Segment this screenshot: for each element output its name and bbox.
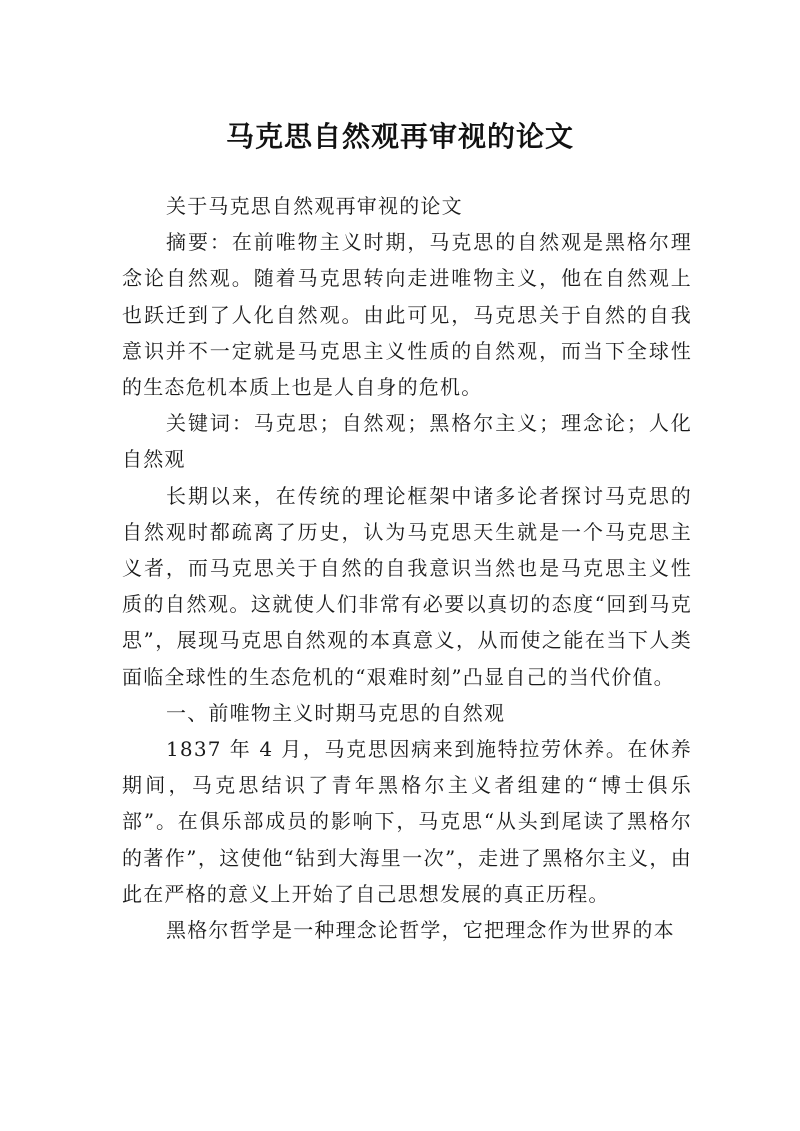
- paragraph-keywords: 关键词：马克思；自然观；黑格尔主义；理念论；人化自然观: [122, 411, 692, 472]
- paragraph-body: 1837 年 4 月，马克思因病来到施特拉劳休养。在休养期间，马克思结识了青年黑格尔主义者组建的“博士俱乐部”。在俱乐部成员的影响下，马克思“从头到尾读了黑格尔的著作”，这使他“钻到大海里一次”，走进了黑格尔主义，由此在严格的意义上开始了自己思想发展的真正历程。: [122, 737, 692, 906]
- document-body: [122, 188, 692, 948]
- paragraph-body: 黑格尔哲学是一种理念论哲学，它把理念作为世界的本: [166, 918, 675, 943]
- paragraph-introduction: 长期以来，在传统的理论框架中诸多论者探讨马克思的自然观时都疏离了历史，认为马克思天生就是一个马克思主义者，而马克思关于自然的自我意识当然也是马克思主义性质的自然观。这就使人们非常有必要以真切的态度“回到马克思”，展现马克思自然观的本真意义，从而使之能在当下人类面临全球性的生态危机的“艰难时刻”凸显自己的当代价值。: [122, 483, 692, 689]
- section-heading: 一、前唯物主义时期马克思的自然观: [166, 700, 506, 725]
- paragraph-abstract: 摘要：在前唯物主义时期，马克思的自然观是黑格尔理念论自然观。随着马克思转向走进唯物主义，他在自然观上也跃迁到了人化自然观。由此可见，马克思关于自然的自我意识并不一定就是马克思主义性质的自然观，而当下全球性的生态危机本质上也是人自身的危机。: [122, 230, 692, 400]
- document-title: 马克思自然观再审视的论文: [225, 119, 574, 153]
- paragraph-subtitle: 关于马克思自然观再审视的论文: [166, 194, 463, 218]
